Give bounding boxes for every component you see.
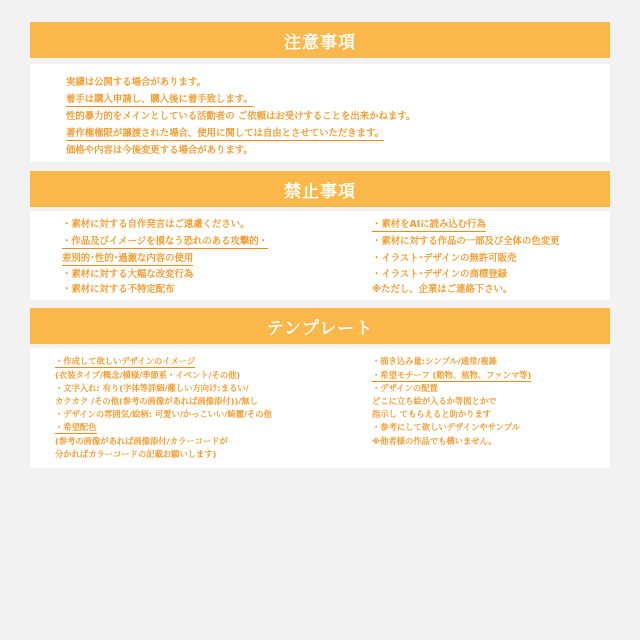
notice-panel	[30, 64, 610, 162]
template-left-line: ・希望配色	[55, 422, 97, 432]
prohibited-right-line: ・素材に対する作品の一部及び全体の色変更	[372, 236, 560, 247]
notice-line: 著作権権限が譲渡された場合、使用に関しては自由とさせていただきます。	[66, 128, 385, 139]
notice-line: 性的暴力的をメインとしている活動者の ご依頼はお受けすることを出来かねます。	[66, 111, 416, 122]
notice-line: 価格や内容は今後変更する場合があります。	[66, 145, 253, 156]
template-right-line: ※他者様の作品でも構いません。	[372, 436, 497, 446]
prohibited-left-line: ・素材に対する不特定配布	[62, 284, 175, 295]
template-left-line: 分かればカラーコードの記載お願いします)	[55, 449, 217, 459]
prohibited-right-line: ※ただし、企業はご連絡下さい。	[372, 284, 513, 295]
template-right-line: ・デザインの配置	[372, 383, 438, 393]
template-right-line: どこに立ち絵が入るか等図とかで	[372, 396, 497, 406]
prohibited-left-line: 差別的･性的･過激な内容の使用	[62, 253, 194, 264]
template-right-line: ・希望モチーフ (動物、植物、ファンマ等)	[372, 370, 532, 380]
notice-line: 着手は購入申請し、購入後に着手致します。	[66, 94, 253, 105]
prohibited-right-line: ・イラスト･デザインの無許可販売	[372, 253, 517, 264]
prohibited-left-line: ・素材に対する大幅な改変行為	[62, 269, 194, 280]
template-title: テンプレート	[266, 318, 374, 339]
template-panel	[30, 348, 610, 468]
template-left-line: ・デザインの雰囲気/絵柄: 可愛い/かっこいい/綺麗/その他	[55, 409, 272, 419]
template-right-line: 指示し てもらえると助かります	[372, 409, 492, 419]
template-left-line: (衣装タイプ/概念/横様/季節系・イベント/その他)	[55, 370, 241, 380]
template-left-line: ・作成して欲しいデザインのイメージ	[55, 356, 196, 366]
template-left-line: (参考の画像があれば画像添付/カラーコードが	[55, 436, 228, 446]
template-right-line: ・参考にして欲しいデザインやサンプル	[372, 422, 521, 432]
prohibited-left-line: ・作品及びイメージを損なう恐れのある攻撃的・	[62, 236, 268, 247]
prohibited-panel	[30, 211, 610, 300]
notice-line: 実績は公開する場合があります。	[66, 77, 206, 88]
prohibited-header	[30, 171, 610, 207]
prohibited-right-line: ・イラスト･デザインの商標登録	[372, 269, 507, 280]
template-header	[30, 308, 610, 344]
template-right-line: ・描き込み量:シンプル/通常/複雑	[372, 356, 497, 366]
prohibited-left-line: ・素材に対する自作発言はご遠慮ください。	[62, 219, 250, 230]
notice-title: 注意事項	[284, 32, 356, 53]
template-left-line: カクカク /その他(参考の画像があれば画像添付))/無し	[55, 396, 258, 406]
template-left-line: ・文字入れ: 有り(字体等詳細/難しい方向け:まるい/	[55, 383, 249, 393]
prohibited-right-line: ・素材をAIに読み込む行為	[372, 219, 486, 230]
notice-header	[30, 22, 610, 58]
prohibited-title: 禁止事項	[284, 181, 356, 202]
